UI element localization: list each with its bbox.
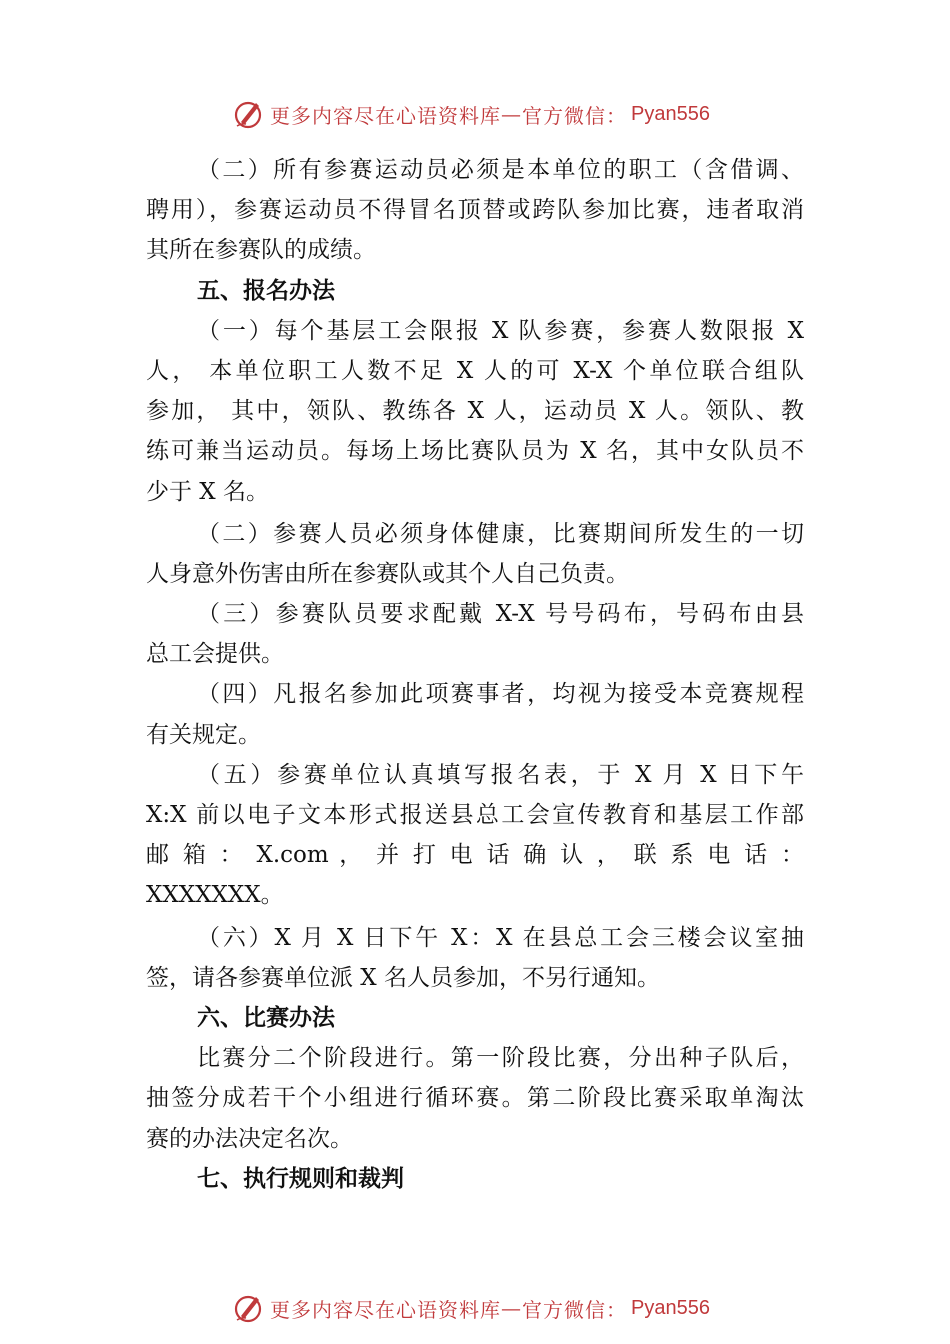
text-line: 抽签分成若干个小组进行循环赛。第二阶段比赛采取单淘汰 <box>146 1085 804 1112</box>
text-line: 其所在参赛队的成绩。 <box>146 237 376 264</box>
banner-wechat-label: 官方微信： <box>522 103 627 128</box>
text-line: 邮 箱 ： X.com ， 并 打 电 话 确 认 ， 联 系 电 话 ： <box>146 842 804 869</box>
paragraph-team-quota <box>146 311 804 512</box>
paragraph-draw <box>146 918 804 998</box>
paragraph-acceptance <box>146 674 804 754</box>
text-line: 练可兼当运动员。每场上场比赛队员为 X 名，其中女队员不 <box>146 438 804 465</box>
text-line: （三）参赛队员要求配戴 X-X 号号码布，号码布由县 <box>197 601 804 628</box>
text-line: （二）所有参赛运动员必须是本单位的职工（含借调、 <box>197 157 804 183</box>
text-line: （二）参赛人员必须身体健康，比赛期间所发生的一切 <box>197 520 804 547</box>
section-heading-rules-referees: 七、执行规则和裁判 <box>197 1165 404 1192</box>
paragraph-eligibility <box>146 150 804 271</box>
text-line: 少于 X 名。 <box>146 478 269 505</box>
text-line: 比赛分二个阶段进行。第一阶段比赛，分出种子队后， <box>197 1045 804 1072</box>
text-line: 聘用），参赛运动员不得冒名顶替或跨队参加比赛，违者取消 <box>146 197 804 224</box>
header-banner <box>232 96 710 132</box>
banner-text: 更多内容尽在心语资料库 <box>270 103 501 128</box>
text-line: （一）每个基层工会限报 X 队参赛，参赛人数限报 X <box>197 317 804 344</box>
text-line: 参加， 其中，领队、教练各 X 人，运动员 X 人。领队、教 <box>146 398 804 425</box>
text-line: 人身意外伤害由所在参赛队或其个人自己负责。 <box>146 560 629 587</box>
text-line: （五）参赛单位认真填写报名表，于 X 月 X 日下午 <box>197 761 804 788</box>
text-line: X:X 前以电子文本形式报送县总工会宣传教育和基层工作部 <box>146 802 804 828</box>
document-body <box>146 150 804 1199</box>
banner-wechat-id: Pyan556 <box>631 1296 710 1319</box>
text-line: 签，请各参赛单位派 X 名人员参加，不另行通知。 <box>146 964 660 991</box>
text-line: XXXXXXX。 <box>146 882 284 909</box>
quill-logo-icon <box>232 97 266 131</box>
banner-separator: — <box>501 102 522 126</box>
text-line: （四）凡报名参加此项赛事者，均视为接受本竞赛规程 <box>197 681 804 708</box>
quill-logo-icon <box>232 1291 266 1325</box>
text-line: 总工会提供。 <box>146 641 284 668</box>
paragraph-number-bibs <box>146 594 804 674</box>
text-line: 赛的办法决定名次。 <box>146 1125 353 1152</box>
banner-wechat-label: 官方微信： <box>522 1297 627 1322</box>
banner-separator: — <box>501 1296 522 1320</box>
section-heading-competition-method: 六、比赛办法 <box>197 1004 335 1031</box>
banner-wechat-id: Pyan556 <box>631 102 710 125</box>
text-line: （六）X 月 X 日下午 X：X 在县总工会三楼会议室抽 <box>197 924 804 951</box>
text-line: 有关规定。 <box>146 721 261 748</box>
text-line: 人， 本单位职工人数不足 X 人的可 X-X 个单位联合组队 <box>146 357 804 384</box>
paragraph-health <box>146 514 804 594</box>
paragraph-stages <box>146 1038 804 1159</box>
banner-text: 更多内容尽在心语资料库 <box>270 1297 501 1322</box>
section-heading-registration: 五、报名办法 <box>197 277 335 304</box>
footer-banner <box>232 1290 710 1326</box>
paragraph-submission <box>146 755 804 916</box>
